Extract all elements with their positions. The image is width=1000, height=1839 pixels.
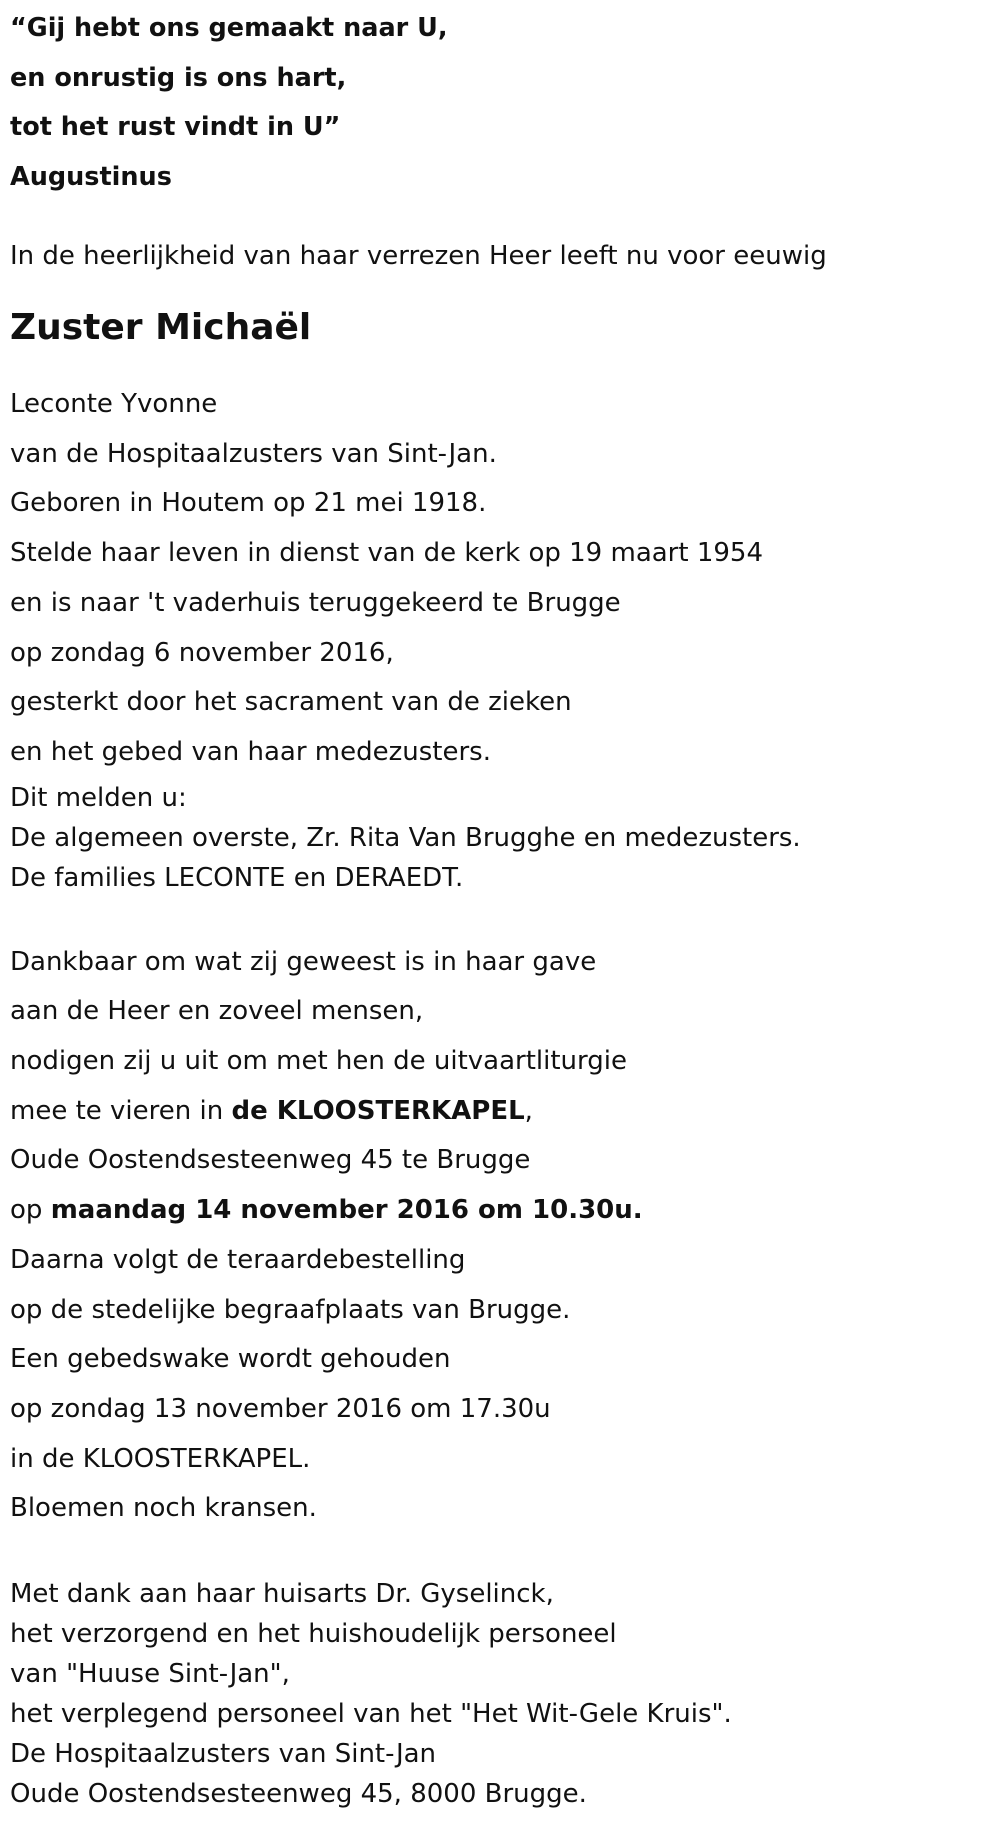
funeral-line: op zondag 13 november 2016 om 17.30u [10,1393,551,1424]
thanks-line: het verplegend personeel van het "Het Wit-Gele Kruis". [10,1699,732,1730]
detail-line: en is naar 't vaderhuis teruggekeerd te Brugge [10,587,621,618]
funeral-line-location [10,1087,1000,1137]
funeral-text: mee te vieren in [10,1095,232,1126]
funeral-text: , [524,1095,533,1126]
chapel-name: de KLOOSTERKAPEL [231,1095,525,1126]
funeral-line: Een gebedswake wordt gehouden [10,1344,451,1375]
funeral-line: in de KLOOSTERKAPEL. [10,1443,311,1474]
deceased-name: Zuster Michaël [10,307,312,348]
thanks-line: van "Huuse Sint-Jan", [10,1659,290,1690]
detail-line: van de Hospitaalzusters van Sint-Jan. [10,438,497,469]
augustinus-quote [10,0,1000,202]
funeral-date: maandag 14 november 2016 om 10.30u. [50,1195,643,1226]
thanks-line: het verzorgend en het huishoudelijk personeel [10,1619,617,1650]
detail-line: Stelde haar leven in dienst van de kerk op 19 maart 1954 [10,538,763,569]
announcers [10,778,1000,898]
detail-line: en het gebed van haar medezusters. [10,736,491,767]
funeral-line-date [10,1186,1000,1236]
detail-line: gesterkt door het sacrament van de zieken [10,687,572,718]
detail-line: op zondag 6 november 2016, [10,637,394,668]
spacer [10,898,1000,938]
funeral-line: Bloemen noch kransen. [10,1493,317,1524]
quote-line: “Gij hebt ons gemaakt naar U, [10,13,448,43]
thanks-line: Oude Oostendsesteenweg 45, 8000 Brugge. [10,1779,587,1810]
funeral-text: op [10,1195,51,1226]
funeral-line: Oude Oostendsesteenweg 45 te Brugge [10,1145,531,1176]
announcer-line: De algemeen overste, Zr. Rita Van Brugghe en medezusters. [10,822,801,853]
funeral-line: Dankbaar om wat zij geweest is in haar gave [10,946,597,977]
quote-line: tot het rust vindt in U” [10,112,341,142]
announcer-line: Dit melden u: [10,782,187,813]
detail-line: Geboren in Houtem op 21 mei 1918. [10,488,487,519]
quote-author: Augustinus [10,161,172,192]
funeral-line: op de stedelijke begraafplaats van Brugge. [10,1294,571,1325]
quote-line: en onrustig is ons hart, [10,62,347,93]
thanks-line: De Hospitaalzusters van Sint-Jan [10,1739,437,1770]
intro-text: In de heerlijkheid van haar verrezen Heer leeft nu voor eeuwig [10,241,827,271]
announcer-line: De families LECONTE en DERAEDT. [10,862,464,893]
detail-line: Leconte Yvonne [10,389,218,419]
funeral-line: Daarna volgt de teraardebestelling [10,1244,466,1275]
funeral-line: aan de Heer en zoveel mensen, [10,996,424,1027]
life-details [10,380,1000,778]
thanks-block [10,1574,1000,1814]
funeral-line: nodigen zij u uit om met hen de uitvaartliturgie [10,1046,627,1077]
spacer [10,1534,1000,1574]
funeral-info [10,938,1000,1534]
thanks-line: Met dank aan haar huisarts Dr. Gyselinck, [10,1579,554,1610]
